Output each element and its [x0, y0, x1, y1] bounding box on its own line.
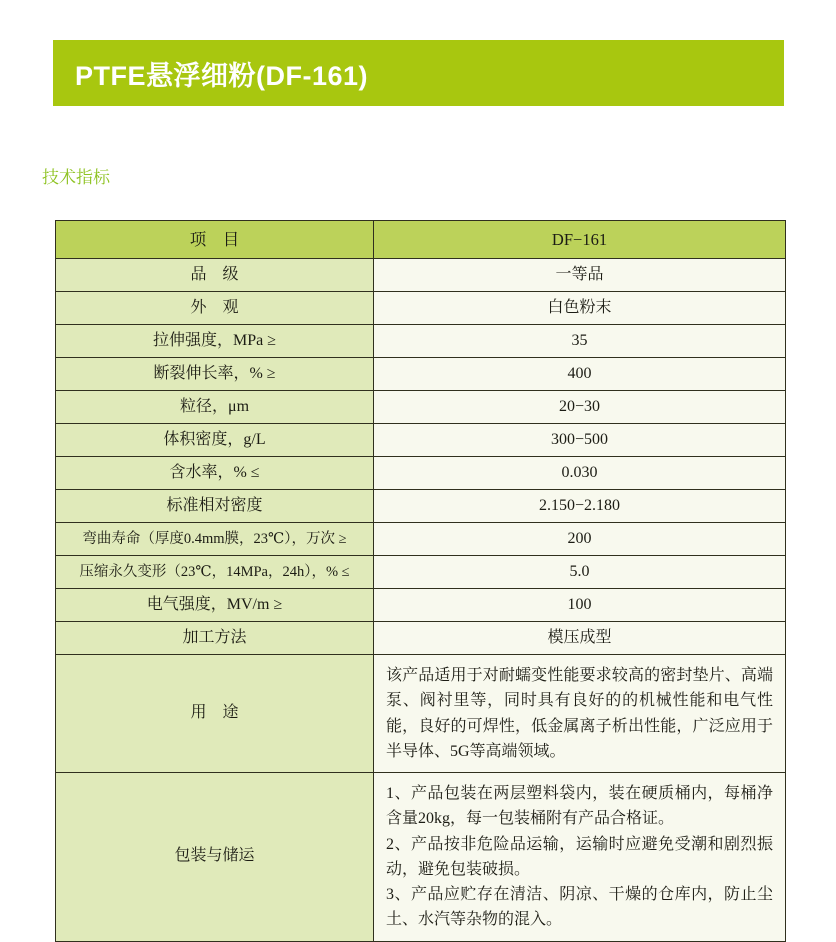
spec-value: 100: [374, 589, 786, 622]
spec-label: 含水率，% ≤: [56, 457, 374, 490]
spec-label: 拉伸强度，MPa ≥: [56, 325, 374, 358]
spec-value: 5.0: [374, 556, 786, 589]
spec-label: 用 途: [56, 655, 374, 773]
spec-value: 模压成型: [374, 622, 786, 655]
spec-table: [55, 220, 786, 942]
section-heading-technical-specs: 技术指标: [42, 168, 110, 187]
spec-value: 2.150−2.180: [374, 490, 786, 523]
table-row: [56, 457, 786, 490]
spec-label: 粒径，μm: [56, 391, 374, 424]
product-title-banner: [53, 40, 784, 106]
spec-value-paragraph: 该产品适用于对耐蠕变性能要求较高的密封垫片、高端泵、阀衬里等，同时具有良好的的机械性能和电气性能，良好的可焊性，低金属离子析出性能，广泛应用于半导体、5G等高端领域。: [386, 667, 773, 760]
spec-table-body: [56, 221, 786, 942]
table-row: [56, 622, 786, 655]
table-header-grade-value: DF−161: [374, 221, 786, 259]
spec-label: 标准相对密度: [56, 490, 374, 523]
spec-value-paragraph: 3、产品应贮存在清洁、阴凉、干燥的仓库内，防止尘土、水汽等杂物的混入。: [386, 886, 773, 929]
table-row: [56, 424, 786, 457]
table-row: [56, 358, 786, 391]
spec-value: 300−500: [374, 424, 786, 457]
spec-value: [374, 655, 786, 773]
spec-value: 白色粉末: [374, 292, 786, 325]
table-row: [56, 523, 786, 556]
table-row: [56, 589, 786, 622]
spec-label: 品 级: [56, 259, 374, 292]
table-row: [56, 292, 786, 325]
spec-value-paragraph: 2、产品按非危险品运输，运输时应避免受潮和剧烈振动，避免包装破损。: [386, 835, 773, 878]
spec-label: 体积密度，g/L: [56, 424, 374, 457]
spec-value: 400: [374, 358, 786, 391]
table-row: [56, 773, 786, 942]
spec-label: 包装与储运: [56, 773, 374, 942]
table-header-item-label: 项 目: [56, 221, 374, 259]
spec-value: 35: [374, 325, 786, 358]
spec-value-paragraph: 1、产品包装在两层塑料袋内，装在硬质桶内，每桶净含量20kg，每一包装桶附有产品合格证。: [386, 785, 773, 828]
spec-label: 外 观: [56, 292, 374, 325]
table-row: [56, 556, 786, 589]
table-row: [56, 325, 786, 358]
table-row: [56, 490, 786, 523]
spec-label: 断裂伸长率，% ≥: [56, 358, 374, 391]
spec-label: 压缩永久变形（23℃，14MPa，24h），% ≤: [56, 556, 374, 589]
spec-value: [374, 773, 786, 942]
table-row: [56, 391, 786, 424]
table-row: [56, 655, 786, 773]
spec-value: 20−30: [374, 391, 786, 424]
spec-label: 弯曲寿命（厚度0.4mm膜，23℃），万次 ≥: [56, 523, 374, 556]
table-header-row: [56, 221, 786, 259]
spec-value: 一等品: [374, 259, 786, 292]
page-title: PTFE悬浮细粉(DF-161): [75, 60, 369, 91]
spec-value: 0.030: [374, 457, 786, 490]
spec-value: 200: [374, 523, 786, 556]
spec-label: 加工方法: [56, 622, 374, 655]
table-row: [56, 259, 786, 292]
spec-label: 电气强度，MV/m ≥: [56, 589, 374, 622]
